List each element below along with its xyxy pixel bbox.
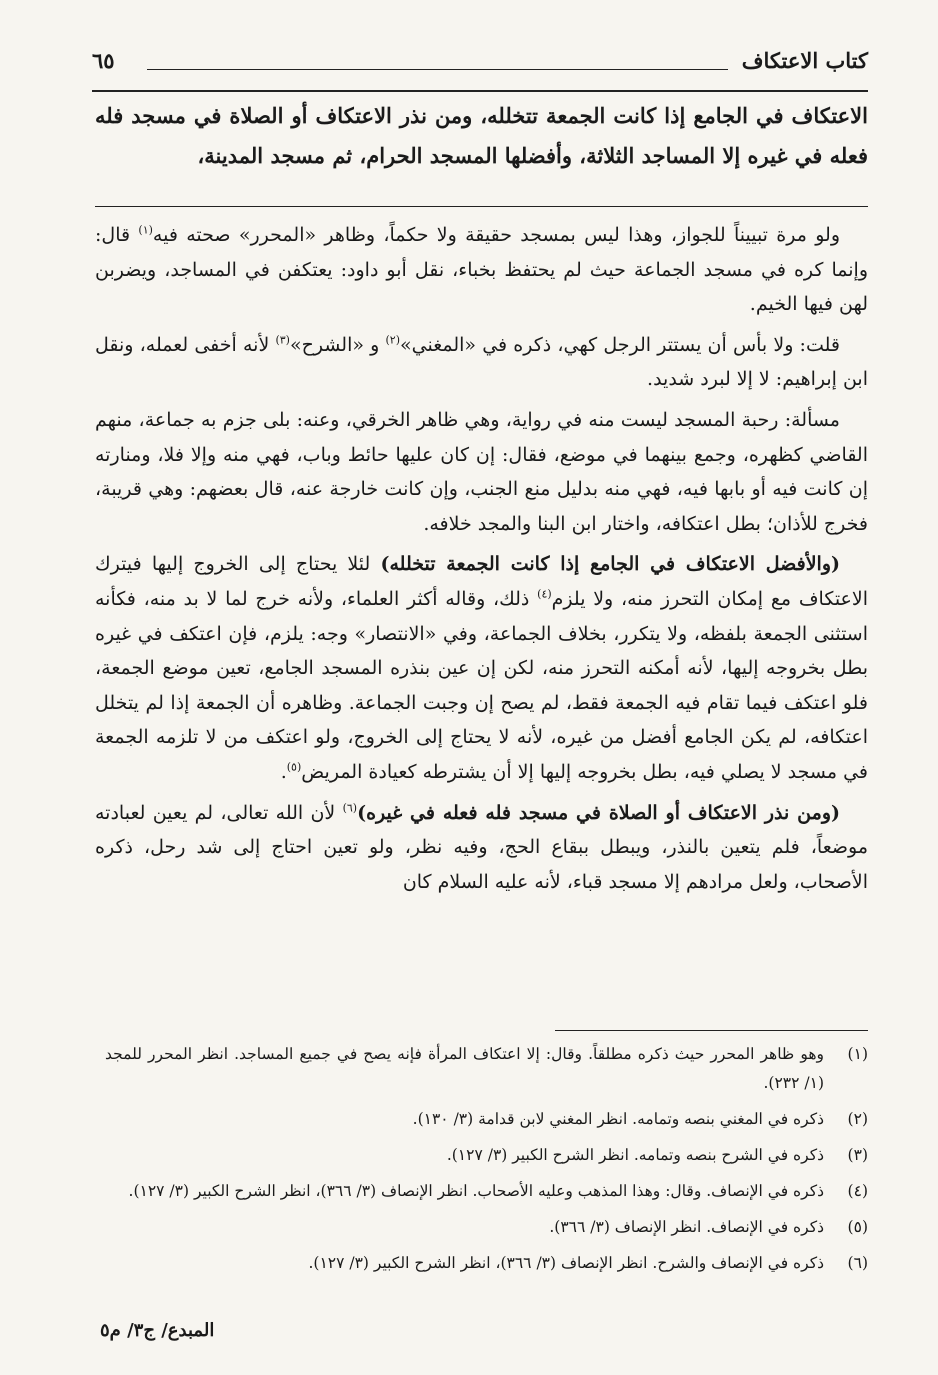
page-header: [92, 48, 868, 92]
footnote-item: [105, 1105, 868, 1134]
footnote-number: (٥): [847, 1218, 868, 1236]
footnote-item: [105, 1249, 868, 1278]
footnote-ref: (٤): [537, 587, 552, 601]
footnote-item: [105, 1213, 868, 1242]
paragraph-lead: (ومن نذر الاعتكاف أو الصلاة في مسجد فله فعله في غيره): [357, 801, 840, 824]
footnote-text: ذكره في الإنصاف. وقال: وهذا المذهب وعليه الأصحاب. انظر الإنصاف (٣/ ٣٦٦)، انظر الشرح الكبير (٣/ ١٢٧).: [128, 1182, 824, 1200]
commentary-body: [95, 218, 868, 905]
commentary-paragraph: [95, 547, 868, 789]
text-segment: قال: وإنما كره في مسجد الجماعة حيث لم يحتفظ بخباء، نقل أبو داود: يعتكفن في المساجد، ويضربن لهن فيها الخيم.: [95, 224, 868, 316]
footnote-text: ذكره في الإنصاف. انظر الإنصاف (٣/ ٣٦٦).: [549, 1218, 824, 1236]
footnotes: [105, 1040, 868, 1285]
footnote-number: (٦): [847, 1254, 868, 1272]
footnote-item: [105, 1040, 868, 1098]
footnote-number: (٤): [847, 1182, 868, 1200]
text-segment: لئلا يحتاج إلى الخروج إليها فيترك الاعتكاف مع إمكان التحرز منه، ولا يلزم: [95, 553, 869, 610]
footnote-ref: (٢): [385, 333, 401, 347]
matn-divider: [95, 206, 868, 207]
commentary-paragraph: [95, 796, 868, 900]
text-segment: ولو مرة تبييناً للجواز، وهذا ليس بمسجد حقيقة ولا حكماً، وظاهر «المحرر» صحته فيه: [152, 224, 841, 246]
footnote-ref: (٥): [286, 760, 302, 774]
chapter-title: كتاب الاعتكاف: [741, 48, 868, 73]
text-segment: لأن الله تعالى، لم يعين لعبادته موضعاً، فلم يتعين بالنذر، ويبطل ببقاع الحج، وفيه نظر، ولو تعين احتاج إلى شد رحل، ذكره الأصحاب، ولعل مرادهم إلا مسجد قباء، لأنه عليه السلام كان: [95, 801, 868, 893]
text-segment: مسألة: رحبة المسجد ليست منه في رواية، وهي ظاهر الخرقي، وعنه: بلى جزم به جماعة، منهم القاضي كظهره، وجمع بينهما في موضع، فقال: إن كان عليها حائط وباب، فهي منه وإلا فلا، ومنارته إن كانت فيه أو بابها فيه، فهي منه بدليل منع الجنب، وإن كانت خارجة عنه، قال بعضهم: وهي قريبة، فخرج للأذان؛ بطل اعتكافه، واختار ابن البنا والمجد خلافه.: [95, 408, 868, 535]
text-segment: ذلك، وقاله أكثر العلماء، ولأنه خرج لما لا بد منه، فكأنه استثنى الجمعة بلفظه، ولا يتكرر، بخلاف الجماعة، وفي «الانتصار» وجه: يلزم، فإن اعتكف في غيره بطل بخروجه إليها، لأنه أمكنه التحرز منه، لكن إن عين بنذره المسجد الجامع، تعين موضع الجمعة، فلو اعتكف فيما تقام فيه الجمعة فقط، لم يصح إن وجبت الجماعة. وظاهره أن الجمعة إذا لم يتخلل اعتكافه، لم يكن الجامع أفضل من غيره، لأنه لا يحتاج إلى الخروج، ولو اعتكف من لا تلزمه الجمعة في مسجد لا يصلي فيه، بطل بخروجه إليها إلا أن يشترطه كعيادة المريض: [95, 587, 868, 783]
commentary-paragraph: [95, 218, 868, 322]
footnote-ref: (١): [138, 223, 153, 237]
footnote-number: (٣): [847, 1146, 868, 1164]
text-segment: لأنه أخفى لعمله، ونقل ابن إبراهيم: لا إلا لبرد شديد.: [95, 333, 868, 391]
matn-text: الاعتكاف في الجامع إذا كانت الجمعة تتخلله، ومن نذر الاعتكاف أو الصلاة في مسجد فله فعله في غيره إلا المساجد الثلاثة، وأفضلها المسجد الحرام، ثم مسجد المدينة،: [95, 103, 868, 168]
footnote-text: ذكره في الشرح بنصه وتمامه. انظر الشرح الكبير (٣/ ١٢٧).: [446, 1146, 824, 1164]
header-rule: [147, 69, 728, 70]
footnote-number: (٢): [847, 1110, 868, 1128]
footnote-text: وهو ظاهر المحرر حيث ذكره مطلقاً. وقال: إلا اعتكاف المرأة فإنه يصح في جميع المساجد. انظر المحرر للمجد (١/ ٢٣٢).: [105, 1045, 824, 1092]
paragraph-lead: (والأفضل الاعتكاف في الجامع إذا كانت الجمعة تتخلله): [380, 553, 840, 576]
header-bottom-rule: [92, 90, 868, 92]
footnote-text: ذكره في المغني بنصه وتمامه. انظر المغني لابن قدامة (٣/ ١٣٠).: [412, 1110, 824, 1128]
page-number: ٦٥: [92, 48, 115, 73]
commentary-paragraph: [95, 328, 868, 397]
footnote-item: [105, 1177, 868, 1206]
footnote-ref: (٣): [275, 333, 290, 347]
footnote-item: [105, 1141, 868, 1170]
commentary-paragraph: [95, 403, 868, 541]
text-segment: .: [280, 760, 287, 783]
footnote-text: ذكره في الإنصاف والشرح. انظر الإنصاف (٣/ ٣٦٦)، انظر الشرح الكبير (٣/ ١٢٧).: [308, 1254, 824, 1272]
footnote-number: (١): [847, 1045, 868, 1063]
footnote-rule: [555, 1030, 868, 1031]
footnote-ref: (٦): [342, 801, 358, 815]
text-segment: قلت: ولا بأس أن يستتر الرجل كهي، ذكره في «المغني»: [400, 333, 840, 356]
printer-signature: المبدع/ ج٣/ م٥: [100, 1320, 215, 1341]
text-segment: و «الشرح»: [289, 333, 386, 356]
